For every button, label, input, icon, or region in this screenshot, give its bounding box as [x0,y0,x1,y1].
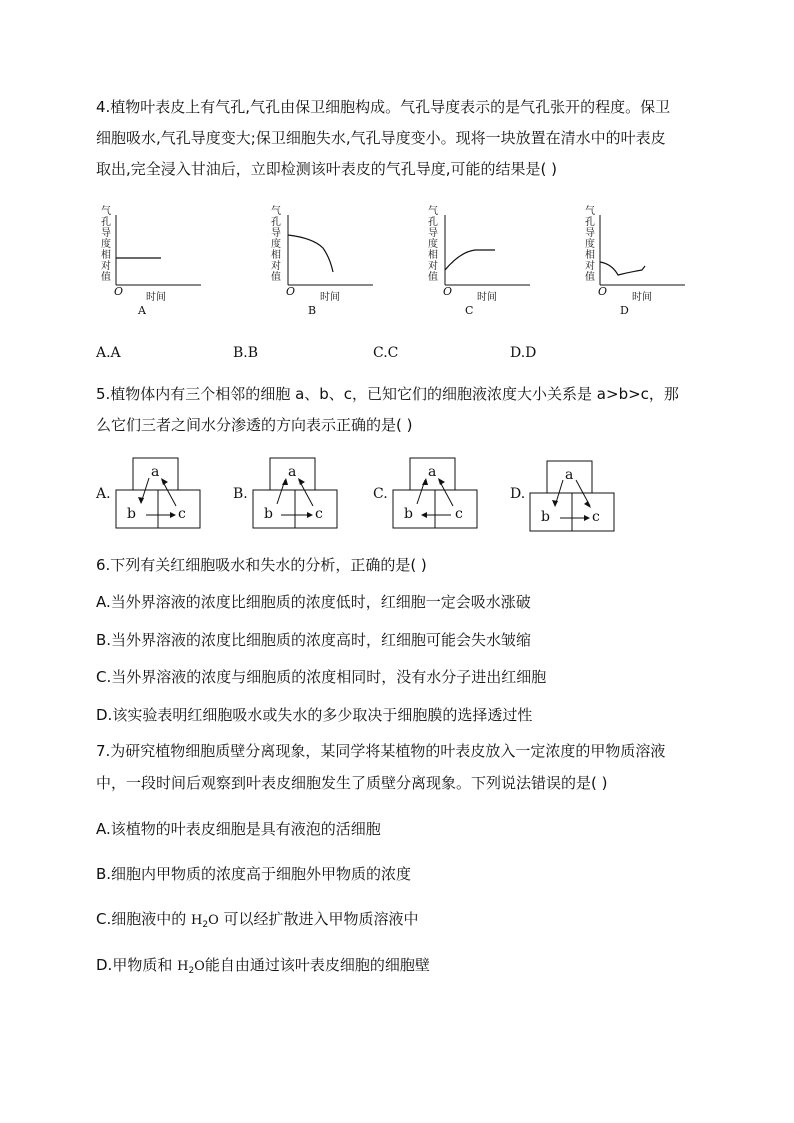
cell-c-label: c [178,506,186,522]
graph-b-label: B [308,304,317,317]
origin-label: O [114,285,124,298]
cell-diagram-b [233,458,373,533]
o-symbol: O [194,959,205,974]
option-label: A. [96,486,111,502]
q6-option-c: C.当外界溶液的浓度与细胞质的浓度相同时，没有水分子进出红细胞 [96,668,547,686]
q7-stem-line-1: 7.为研究植物细胞质壁分离现象，某同学将某植物的叶表皮放入一定浓度的甲物质溶液 [96,742,666,760]
q4-option-b: B.B [233,345,259,361]
q7-option-d-pre: D.甲物质和 [96,956,178,974]
q4-stem-line-1: 4.植物叶表皮上有气孔,气孔由保卫细胞构成。气孔导度表示的是气孔张开的程度。保卫 [96,98,671,116]
q4-option-d: D.D [510,345,537,361]
q7-option-c-pre: C.细胞液中的 [96,910,192,928]
q7-option-c [96,909,419,932]
cell-diagram-c [373,458,513,533]
h-symbol: H [191,913,203,928]
origin-label: O [286,285,296,298]
q6-option-d: D.该实验表明红细胞吸水或失水的多少取决于细胞膜的选择透过性 [96,706,533,724]
h-symbol: H [177,959,189,974]
graph-c-plot [425,200,555,325]
x-axis-label: 时间 [477,292,497,303]
o-symbol: O [208,913,219,928]
graph-d-plot [580,200,710,325]
q4-stem-line-2: 细胞吸水,气孔导度变大;保卫细胞失水,气孔导度变小。现将一块放置在清水中的叶表皮 [96,129,666,147]
q4-option-c: C.C [373,345,399,361]
cell-diagram-d [510,458,650,533]
q7-option-c-post: 可以经扩散进入甲物质溶液中 [218,910,419,928]
graph-d [580,200,710,325]
y-axis-label: 气孔导度相对值 [101,206,111,283]
q7-option-b: B.细胞内甲物质的浓度高于细胞外甲物质的浓度 [96,865,412,883]
cell-c-label: c [315,506,323,522]
q7-option-d [96,955,430,978]
cell-c-label: c [455,506,463,522]
q6-option-a: A.当外界溶液的浓度比细胞质的浓度低时，红细胞一定会吸水涨破 [96,593,531,611]
q5-stem-line-1: 5.植物体内有三个相邻的细胞 a、b、c，已知它们的细胞液浓度大小关系是 a>b>c，那 [96,385,679,403]
graph-c-label: C [465,304,474,317]
cell-diagram-d-svg [510,458,650,533]
x-axis-label: 时间 [320,292,340,303]
q6-option-b: B.当外界溶液的浓度比细胞质的浓度高时，红细胞可能会失水皱缩 [96,631,532,649]
subscript-2: 2 [202,920,209,930]
y-axis-label: 气孔导度相对值 [585,206,595,283]
graph-c-curve [445,250,495,270]
cell-c-label: c [592,509,600,525]
option-label: C. [373,486,388,502]
cell-a-label: a [151,464,160,480]
q5-stem-line-2: 么它们三者之间水分渗透的方向表示正确的是( ) [96,416,413,434]
option-label: D. [510,486,526,502]
cell-b-label: b [127,506,136,522]
cell-b-label: b [264,506,273,522]
graph-b-curve [288,235,333,272]
y-axis-label: 气孔导度相对值 [271,206,281,283]
origin-label: O [598,285,608,298]
q4-stem-line-3: 取出,完全浸入甘油后，立即检测该叶表皮的气孔导度,可能的结果是( ) [96,160,558,178]
origin-label: O [443,285,453,298]
q7-option-d-post: 能自由通过该叶表皮细胞的细胞壁 [204,956,430,974]
cell-a-label: a [565,467,574,483]
q7-option-a: A.该植物的叶表皮细胞是具有液泡的活细胞 [96,820,381,838]
q6-stem: 6.下列有关红细胞吸水和失水的分析，正确的是( ) [96,556,427,574]
graph-d-label: D [620,304,629,317]
cell-diagram-a-svg [96,458,236,533]
graph-c [425,200,555,325]
graph-a-label: A [138,304,146,317]
option-label: B. [233,486,248,502]
cell-b-label: b [404,506,413,522]
cell-a-label: a [288,464,297,480]
cell-a-label: a [428,464,437,480]
x-axis-label: 时间 [632,292,652,303]
graph-b-plot [268,200,398,325]
cell-diagram-a [96,458,236,533]
cell-b-label: b [541,509,550,525]
graph-a [96,200,226,325]
graph-a-plot [96,200,226,325]
cell-diagram-b-svg [233,458,373,533]
q4-option-a: A.A [96,345,121,361]
subscript-2: 2 [188,966,195,976]
graph-d-curve [600,262,645,275]
y-axis-label: 气孔导度相对值 [428,206,438,283]
cell-diagram-c-svg [373,458,513,533]
x-axis-label: 时间 [146,292,166,303]
graph-b [268,200,398,325]
q7-stem-line-2: 中，一段时间后观察到叶表皮细胞发生了质壁分离现象。下列说法错误的是( ) [96,774,608,792]
